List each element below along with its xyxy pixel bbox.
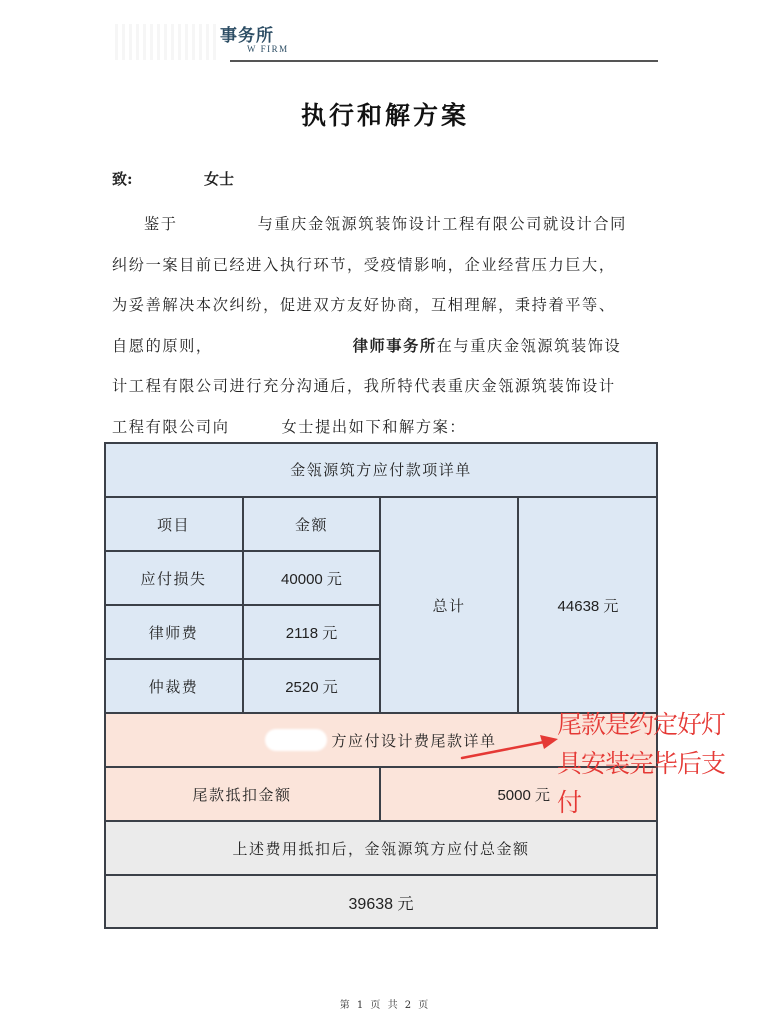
redacted-firm-name [115, 24, 220, 60]
law-firm-name: 律师事务所 [352, 336, 437, 355]
table-border [656, 442, 658, 929]
firm-name-cn: 事务所 [220, 26, 274, 46]
paragraph-line: 计工程有限公司进行充分沟通后，我所特代表重庆金瓴源筑装饰设计 [112, 377, 616, 395]
paragraph-line [112, 204, 660, 245]
redacted-party-name [265, 729, 327, 751]
payable-table-title: 金瓴源筑方应付款项详单 [104, 442, 658, 497]
final-amount-value: 39638 元 [104, 875, 658, 929]
row-amount-lawyer-fee: 2118 元 [243, 605, 380, 659]
table-rule [104, 874, 658, 876]
paragraph-line [112, 407, 660, 448]
body-paragraph [112, 204, 660, 447]
salutation-to: 致: [112, 170, 133, 188]
text-segment: 与重庆金瓴源筑装饰设计工程有限公司就设计合同 [257, 215, 627, 233]
table-col-rule [242, 497, 244, 713]
table-border [104, 442, 106, 929]
text-segment: 女士提出如下和解方案： [281, 417, 467, 436]
total-value: 44638 元 [518, 497, 658, 713]
page-indicator: 第 1 页 共 2 页 [339, 1000, 431, 1011]
firm-letterhead-logo [115, 18, 315, 64]
text-segment: 工程有限公司向 [112, 417, 230, 436]
text-segment: 在与重庆金瓴源筑装饰设 [436, 336, 622, 355]
salutation-name: 女士 [204, 170, 235, 188]
paragraph-line [112, 326, 660, 367]
row-item-arbitration-fee: 仲裁费 [104, 659, 243, 713]
handwritten-annotation [557, 705, 770, 822]
paragraph-line: 为妥善解决本次纠纷，促进双方友好协商，互相理解，秉持着平等、 [112, 296, 616, 314]
paragraph-line: 纠纷一案目前已经进入执行环节，受疫情影响，企业经营压力巨大， [112, 255, 616, 274]
col-header-item: 项目 [104, 497, 243, 551]
row-amount-arbitration-fee: 2520 元 [243, 659, 380, 713]
total-label: 总计 [380, 497, 518, 713]
table-col-rule [379, 497, 381, 713]
table-border [104, 927, 658, 929]
table-border [104, 442, 658, 444]
annotation-line: 具安装完毕后支 [557, 749, 726, 778]
row-item-lawyer-fee: 律师费 [104, 605, 243, 659]
row-amount-loss: 40000 元 [243, 551, 380, 605]
firm-name-en: W FIRM [247, 44, 289, 54]
row-item-loss: 应付损失 [104, 551, 243, 605]
deduction-label: 尾款抵扣金额 [104, 767, 380, 821]
annotation-line: 尾款是约定好灯 [557, 710, 726, 739]
table-rule [104, 496, 658, 498]
annotation-line: 付 [557, 788, 582, 817]
col-header-amount: 金额 [243, 497, 380, 551]
text-segment: 鉴于 [144, 215, 178, 233]
deduction-value: 5000 元 [380, 767, 658, 821]
text-segment: 自愿的原则， [112, 336, 213, 355]
table-col-rule [517, 497, 519, 713]
final-amount-label: 上述费用抵扣后，金瓴源筑方应付总金额 [104, 821, 658, 875]
document-title: 执行和解方案 [300, 101, 469, 130]
header-divider [230, 60, 658, 62]
table-col-rule [379, 767, 381, 821]
annotation-arrow-icon [460, 732, 560, 762]
balance-title-text: 方应付设计费尾款详单 [331, 731, 497, 750]
salutation [112, 168, 234, 189]
